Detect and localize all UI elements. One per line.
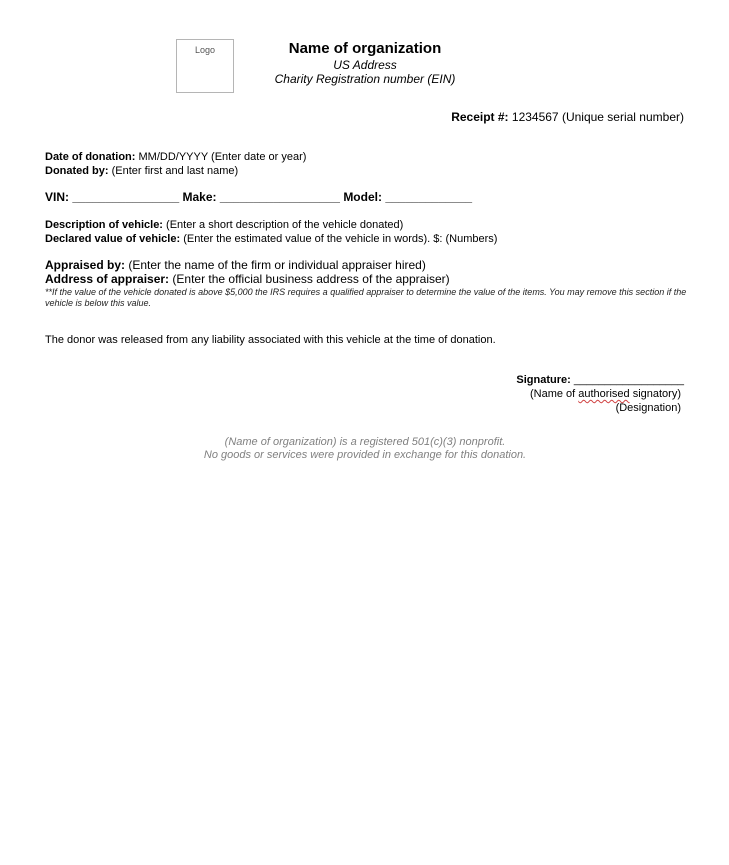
date-value: MM/DD/YYYY (Enter date or year): [138, 151, 307, 163]
declared-value-text: (Enter the estimated value of the vehicle in words). $: (Numbers): [183, 233, 498, 245]
model-label: Model:: [343, 190, 382, 204]
no-goods-statement: No goods or services were provided in exchange for this donation.: [203, 449, 527, 461]
signatory-designation: (Designation): [615, 402, 681, 414]
appraiser-address: [45, 272, 450, 286]
vehicle-id-line: [45, 190, 472, 204]
appraiser-label: Appraised by:: [45, 258, 126, 272]
description-value: (Enter a short description of the vehicle donated): [166, 219, 404, 231]
logo-placeholder: [176, 39, 234, 93]
model-blank: _____________: [385, 190, 473, 204]
vin-label: VIN:: [45, 190, 69, 204]
signatory-prefix: (Name of: [529, 388, 579, 400]
donated-by: [45, 165, 238, 177]
signatory-suffix: signatory): [629, 388, 681, 400]
signature-line: [516, 374, 684, 386]
organization-name: Name of organization: [288, 40, 442, 57]
organization-address: US Address: [333, 58, 397, 72]
date-label: Date of donation:: [45, 151, 136, 163]
declared-value-label: Declared value of vehicle:: [45, 233, 181, 245]
appraised-by: [45, 258, 426, 272]
appraiser-address-value: (Enter the official business address of the appraiser): [172, 272, 450, 286]
receipt-label: Receipt #:: [451, 110, 509, 124]
signatory-word: authorised: [578, 388, 630, 400]
vehicle-description: [45, 219, 403, 231]
declared-value: [45, 233, 497, 245]
donor-label: Donated by:: [45, 165, 109, 177]
signature-blank: __________________: [573, 374, 684, 386]
charity-registration: Charity Registration number (EIN): [274, 72, 456, 86]
appraisal-note: **If the value of the vehicle donated is above $5,000 the IRS requires a qualified appraiser to determine the value of the items. You may remove this section if the vehicle is below this value.: [45, 287, 687, 308]
vin-blank: ________________: [72, 190, 180, 204]
receipt-value: 1234567 (Unique serial number): [511, 110, 684, 124]
make-blank: __________________: [219, 190, 340, 204]
appraiser-address-label: Address of appraiser:: [45, 272, 170, 286]
nonprofit-statement: (Name of organization) is a registered 501(c)(3) nonprofit.: [224, 436, 506, 448]
receipt-number: [451, 110, 684, 124]
make-label: Make:: [182, 190, 217, 204]
donor-value: (Enter first and last name): [111, 165, 239, 177]
appraiser-value: (Enter the name of the firm or individual appraiser hired): [128, 258, 426, 272]
liability-statement: The donor was released from any liability associated with this vehicle at the time of donation.: [45, 334, 496, 346]
signatory-name: [530, 388, 681, 400]
description-label: Description of vehicle:: [45, 219, 163, 231]
date-of-donation: [45, 151, 306, 163]
signature-label: Signature:: [516, 374, 571, 386]
logo-label: Logo: [194, 45, 216, 55]
